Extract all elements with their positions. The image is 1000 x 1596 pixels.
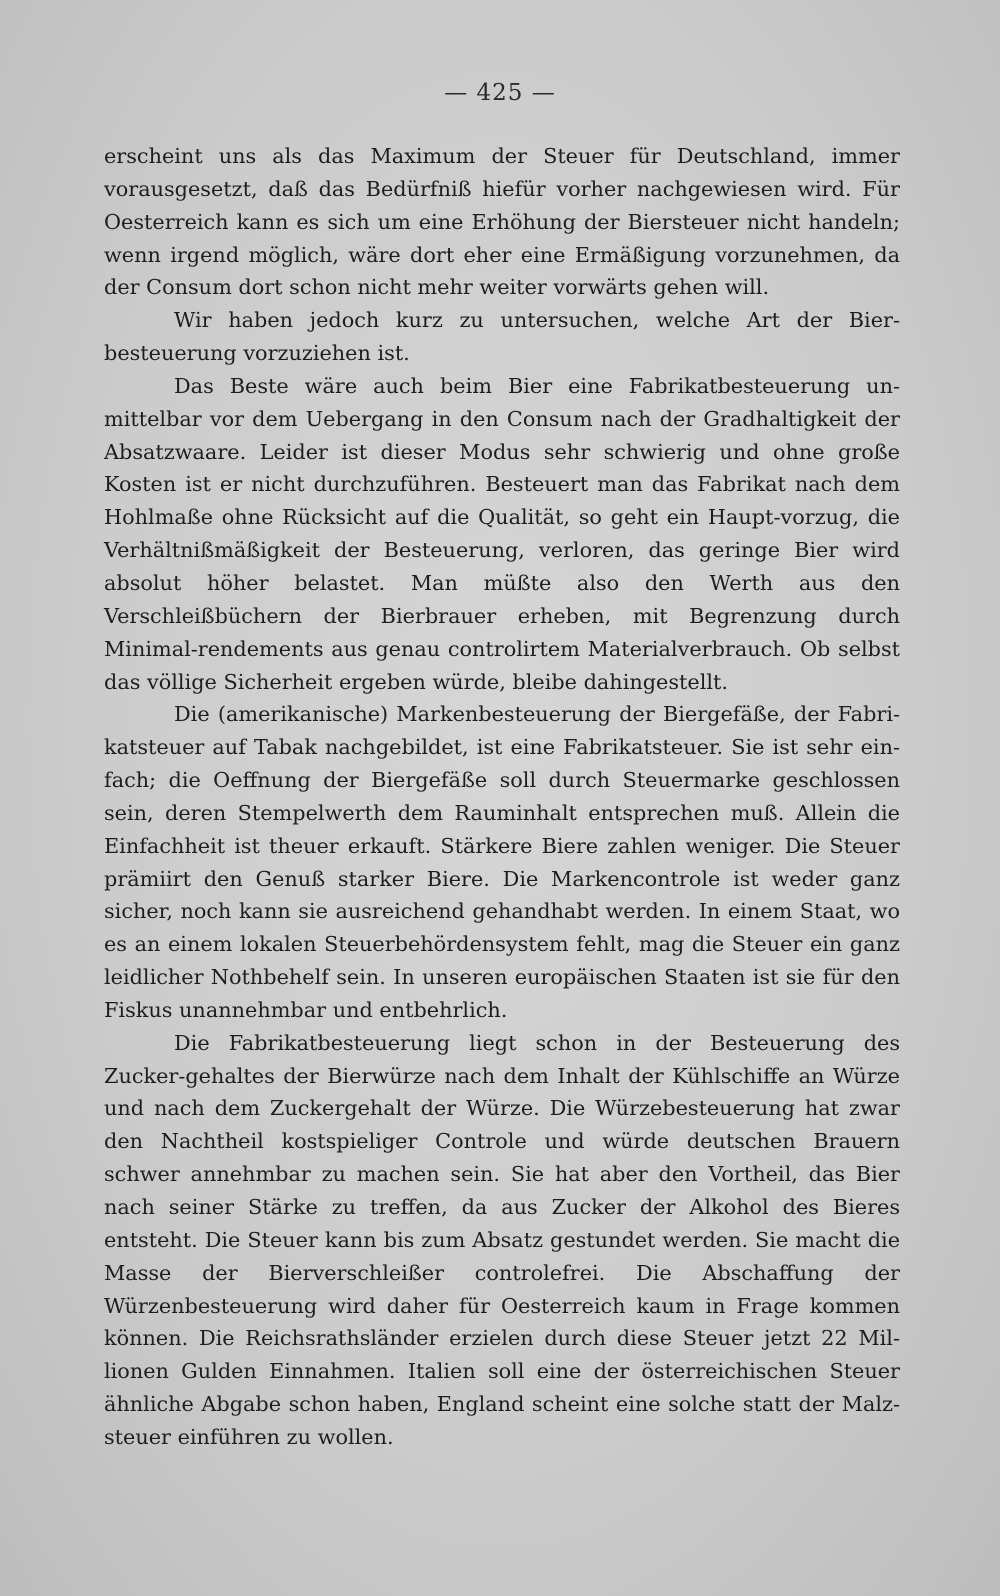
paragraph-2: Wir haben jedoch kurz zu untersuchen, welche Art der Bier-besteuerung vorzuziehen ist.	[104, 308, 900, 366]
paragraph-1: erscheint uns als das Maximum der Steuer für Deutschland, immer vorausgesetzt, daß das Bedürfniß hiefür vorher nachgewiesen wird. Für Oesterreich kann es sich um eine Erhöhung der Biersteuer nicht handeln; wenn irgend möglich, wäre dort eher eine Ermäßigung vorzunehmen, da der Consum dort schon nicht mehr weiter vorwärts gehen will.	[104, 144, 900, 300]
paragraph-5: Die Fabrikatbesteuerung liegt schon in der Besteuerung des Zucker-gehaltes der Bierwürze nach dem Inhalt der Kühlschiffe an Würze und nach dem Zuckergehalt der Würze. Die Würzebesteuerung hat zwar den Nachtheil kostspieliger Controle und würde deutschen Brauern schwer annehmbar zu machen sein. Sie hat aber den Vortheil, das Bier nach seiner Stärke zu treffen, da aus Zucker der Alkohol des Bieres entsteht. Die Steuer kann bis zum Absatz gestundet werden. Sie macht die Masse der Bierverschleißer controlefrei. Die Abschaffung der Würzenbesteuerung wird daher für Oesterreich kaum in Frage kommen können. Die Reichsrathsländer erzielen durch diese Steuer jetzt 22 Mil-lionen Gulden Einnahmen. Italien soll eine der österreichischen Steuer ähnliche Abgabe schon haben, England scheint eine solche statt der Malz-steuer einführen zu wollen.	[104, 1030, 900, 1449]
page-number: — 425 —	[444, 80, 556, 106]
page-body-text	[104, 140, 900, 1454]
paragraph-3: Das Beste wäre auch beim Bier eine Fabrikatbesteuerung un-mittelbar vor dem Uebergang in den Consum nach der Gradhaltigkeit der Absatzwaare. Leider ist dieser Modus sehr schwierig und ohne große Kosten ist er nicht durchzuführen. Besteuert man das Fabrikat nach dem Hohlmaße ohne Rücksicht auf die Qualität, so geht ein Haupt-vorzug, die Verhältnißmäßigkeit der Besteuerung, verloren, das geringe Bier wird absolut höher belastet. Man müßte also den Werth aus den Verschleißbüchern der Bierbrauer erheben, mit Begrenzung durch Minimal-rendements aus genau controlirtem Materialverbrauch. Ob selbst das völlige Sicherheit ergeben würde, bleibe dahingestellt.	[104, 373, 900, 694]
paragraph-4: Die (amerikanische) Markenbesteuerung der Biergefäße, der Fabri-katsteuer auf Tabak nachgebildet, ist eine Fabrikatsteuer. Sie ist sehr ein-fach; die Oeffnung der Biergefäße soll durch Steuermarke geschlossen sein, deren Stempelwerth dem Rauminhalt entsprechen muß. Allein die Einfachheit ist theuer erkauft. Stärkere Biere zahlen weniger. Die Steuer prämiirt den Genuß starker Biere. Die Markencontrole ist weder ganz sicher, noch kann sie ausreichend gehandhabt werden. In einem Staat, wo es an einem lokalen Steuerbehördensystem fehlt, mag die Steuer ein ganz leidlicher Nothbehelf sein. In unseren europäischen Staaten ist sie für den Fiskus unannehmbar und entbehrlich.	[104, 702, 900, 1022]
